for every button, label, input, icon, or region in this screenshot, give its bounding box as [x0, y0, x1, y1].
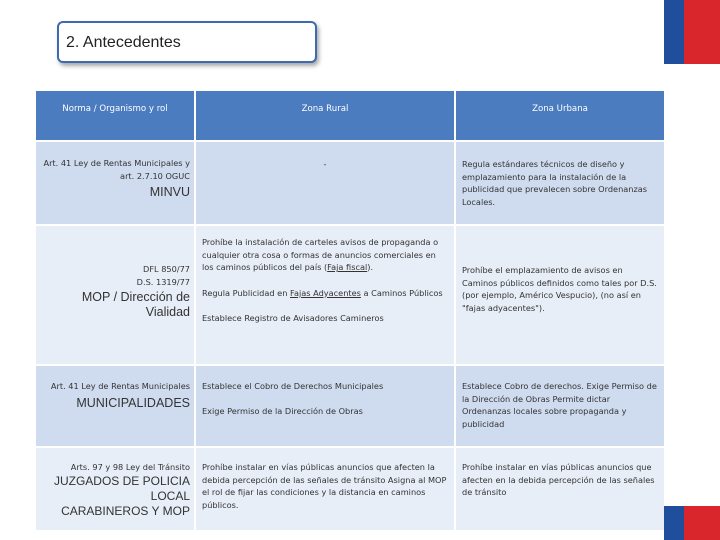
rural-paragraph-2 [202, 287, 449, 300]
urbana-text: Establece Cobro de derechos. Exige Permiso de la Dirección de Obras Permite dictar Ordenanzas locales sobre propaganda y publicidad [462, 381, 657, 429]
header-zona-urbana: Zona Urbana [456, 91, 664, 140]
row-minvu-label [36, 142, 194, 224]
row-municipalidades-label [36, 366, 194, 446]
rural-paragraph-1 [202, 236, 449, 274]
fajas-adyacentes-term: Fajas Adyacentes [290, 287, 361, 298]
row-mop-urbana [456, 226, 664, 364]
rural-text: - [323, 159, 327, 169]
row-minvu-urbana [456, 142, 664, 224]
header-norma: Norma / Organismo y rol [36, 91, 194, 140]
rural-paragraph-1: Establece el Cobro de Derechos Municipales [202, 381, 384, 391]
flag-white-stripe [664, 498, 720, 506]
rural-text: Prohíbe instalar en vías públicas anuncios que afecten la debida percepción de las señales de tránsito Asigna al MOP el rol de fijar las condiciones y la distancia en caminos públicos. [202, 462, 447, 510]
law-text: Arts. 97 y 98 Ley del Tránsito [70, 462, 190, 472]
law-line-1: DFL 850/77 [143, 264, 190, 274]
flag-red-stripe [684, 0, 720, 64]
law-line-2: D.S. 1319/77 [136, 276, 190, 287]
row-minvu-rural [196, 142, 454, 224]
rural-paragraph-3: Establece Registro de Avisadores Camineros [202, 313, 384, 324]
row-mop-label [36, 226, 194, 364]
row-municipalidades-urbana [456, 366, 664, 446]
row-transito-urbana [456, 448, 664, 530]
law-text: Art. 41 Ley de Rentas Municipales [50, 381, 190, 391]
org-name: MINVU [149, 185, 190, 200]
rural-paragraph-2: Exige Permiso de la Dirección de Obras [202, 405, 363, 416]
rural-text: a Caminos Públicos [360, 287, 443, 298]
org-name-line-1: JUZGADOS DE POLICIA LOCAL [53, 473, 190, 503]
flag-decoration-bottom [664, 498, 720, 540]
flag-blue-stripe [664, 0, 684, 64]
rural-text: Prohíbe la instalación de carteles avisos de propaganda o cualquier otra cosa o formas de anuncios comerciales en los caminos públicos del país ( [202, 237, 439, 273]
org-name: MUNICIPALIDADES [76, 395, 190, 410]
header-zona-rural: Zona Rural [196, 91, 454, 140]
law-text: Art. 41 Ley de Rentas Municipales y art. 2.7.10 OGUC [43, 158, 190, 181]
urbana-text: Prohíbe el emplazamiento de avisos en Caminos públicos definidos como tales por D.S. (por ejemplo, Américo Vespucio), (no así en "fajas adyacentes"). [462, 265, 657, 313]
row-transito-label [36, 448, 194, 530]
rural-text: Regula Publicidad en [202, 287, 290, 298]
slide-title: 2. Antecedentes [57, 21, 317, 63]
row-mop-rural [196, 226, 454, 364]
org-name-line-2: CARABINEROS Y MOP [61, 503, 190, 518]
org-name-line-2: Vialidad [145, 305, 190, 320]
org-name-line-1: MOP / Dirección de [81, 290, 190, 305]
faja-fiscal-term: Faja fiscal [327, 262, 368, 273]
urbana-text: Regula estándares técnicos de diseño y emplazamiento para la instalación de la publicidad que prevalecen sobre Ordenanzas Locales. [462, 159, 648, 207]
urbana-text: Prohíbe instalar en vías públicas anuncios que afecten en la debida percepción de las señales de tránsito [462, 462, 655, 498]
flag-decoration-top [664, 0, 720, 64]
row-transito-rural [196, 448, 454, 530]
row-municipalidades-rural [196, 366, 454, 446]
rural-text: ). [367, 262, 374, 273]
